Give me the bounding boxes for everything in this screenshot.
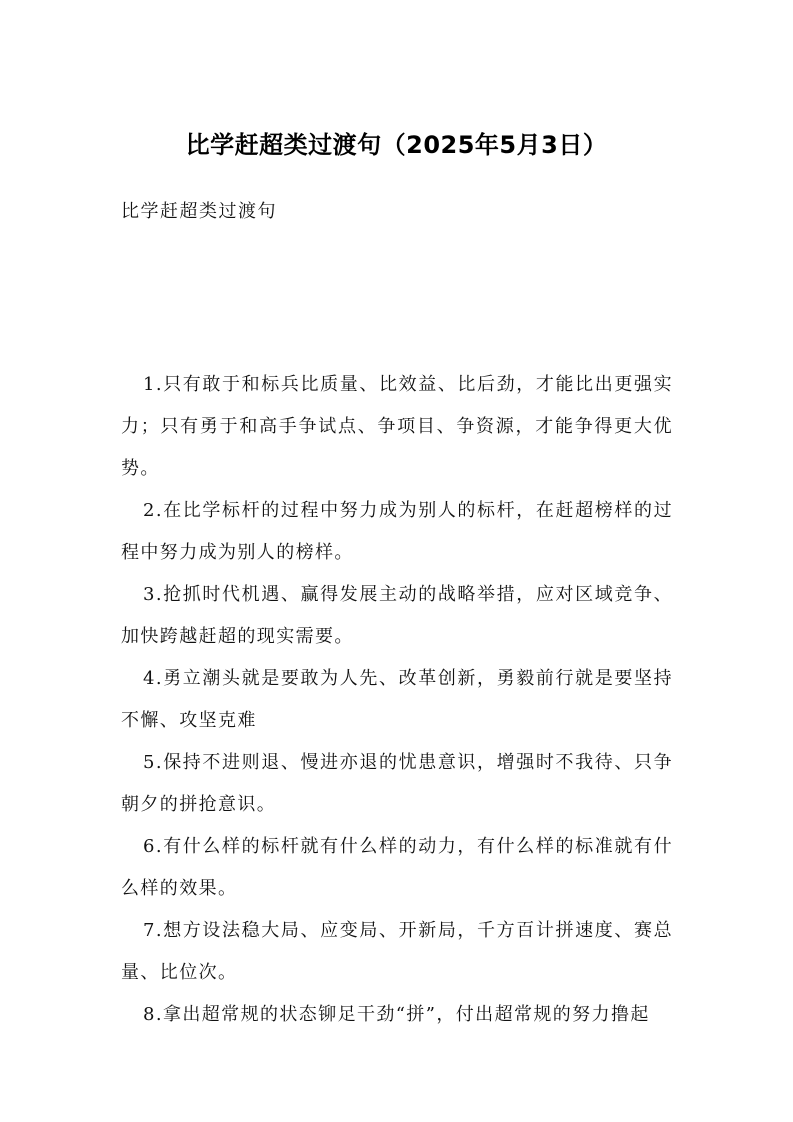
document-body [121, 364, 673, 1036]
paragraph-5: 5.保持不进则退、慢进亦退的忧患意识，增强时不我待、只争朝夕的拼抢意识。 [121, 752, 673, 815]
paragraph-1: 1.只有敢于和标兵比质量、比效益、比后劲，才能比出更强实力；只有勇于和高手争试点、争项目、争资源，才能争得更大优势。 [121, 374, 673, 479]
document-title: 比学赶超类过渡句（2025年5月3日） [185, 131, 608, 159]
paragraph-8: 8.拿出超常规的状态铆足干劲“拼”，付出超常规的努力撸起 [143, 1004, 650, 1025]
document-subtitle: 比学赶超类过渡句 [121, 201, 277, 222]
paragraph-2: 2.在比学标杆的过程中努力成为别人的标杆，在赶超榜样的过程中努力成为别人的榜样。 [121, 500, 673, 563]
paragraph-6: 6.有什么样的标杆就有什么样的动力，有什么样的标准就有什么样的效果。 [121, 836, 673, 899]
paragraph-3: 3.抢抓时代机遇、赢得发展主动的战略举措，应对区域竞争、加快跨越赶超的现实需要。 [121, 584, 673, 647]
paragraph-7: 7.想方设法稳大局、应变局、开新局，千方百计拼速度、赛总量、比位次。 [121, 920, 673, 983]
paragraph-4: 4.勇立潮头就是要敢为人先、改革创新，勇毅前行就是要坚持不懈、攻坚克难 [121, 668, 673, 731]
